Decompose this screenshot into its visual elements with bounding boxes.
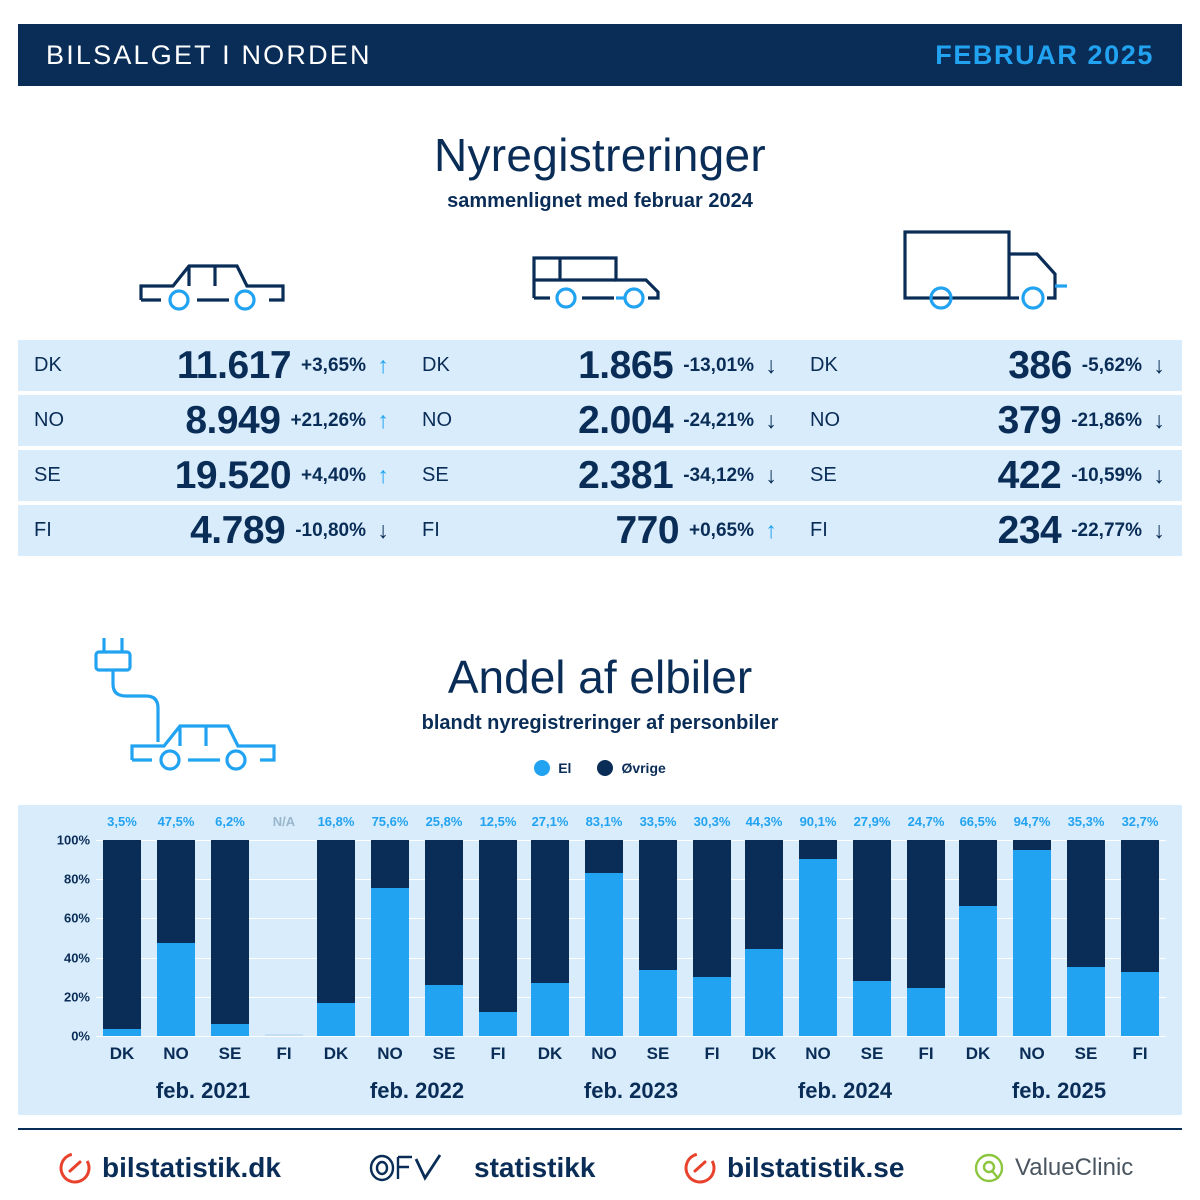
table-row	[18, 450, 406, 501]
bar-segment-el	[425, 985, 463, 1036]
footer-label-0: bilstatistik.dk	[102, 1152, 281, 1183]
bar-segment-el	[103, 1029, 141, 1036]
legend-swatch-ovrige	[597, 760, 613, 776]
car-icon	[18, 205, 408, 320]
footer-logos	[18, 1140, 1182, 1196]
x-axis-label: NO	[1019, 1044, 1045, 1063]
table-row	[794, 505, 1182, 556]
bar-segment-el	[745, 949, 783, 1036]
trend-down-icon: ↓	[1153, 517, 1165, 543]
bar-value-label: 33,5%	[639, 814, 677, 829]
bar-fi	[1121, 840, 1159, 1036]
bar-segment-el	[317, 1003, 355, 1036]
x-axis-label: DK	[751, 1044, 777, 1063]
plot-area	[96, 840, 1166, 1036]
country-code: NO	[422, 409, 452, 431]
bar-no	[799, 840, 837, 1036]
trend-up-icon: ↑	[377, 462, 389, 488]
bar-value-label: 30,3%	[693, 814, 731, 829]
change-percent: -10,59%	[1071, 464, 1142, 486]
bar-se	[211, 840, 249, 1036]
bar-segment-el	[371, 888, 409, 1036]
bar-se	[1067, 840, 1105, 1036]
legend-item-ovrige	[597, 760, 665, 776]
table-row	[406, 395, 794, 446]
bar-value-label: 27,9%	[853, 814, 891, 829]
registration-count: 4.789	[190, 508, 286, 552]
trend-up-icon: ↑	[377, 352, 389, 378]
x-axis-label: SE	[432, 1044, 456, 1063]
bar-segment-el	[639, 970, 677, 1036]
bar-dk	[531, 840, 569, 1036]
x-axis-label: SE	[218, 1044, 242, 1063]
bar-value-label: 27,1%	[531, 814, 569, 829]
trend-down-icon: ↓	[1153, 462, 1165, 488]
trend-down-icon: ↓	[377, 517, 389, 543]
bar-segment-el	[799, 859, 837, 1036]
bar-value-label: 94,7%	[1013, 814, 1051, 829]
registration-count: 19.520	[174, 453, 292, 497]
group-label: feb. 2024	[797, 1078, 893, 1103]
x-axis-label: DK	[537, 1044, 563, 1063]
trend-down-icon: ↓	[765, 352, 777, 378]
bar-se	[425, 840, 463, 1036]
y-axis-tick: 60%	[63, 910, 90, 926]
trend-down-icon: ↓	[1153, 352, 1165, 378]
bar-value-label: 75,6%	[371, 814, 409, 829]
registration-count: 422	[997, 453, 1062, 497]
section2-subtitle: blandt nyregistreringer af personbiler	[421, 712, 779, 734]
bar-segment-el	[959, 906, 997, 1036]
header-date: FEBRUAR 2025	[935, 39, 1154, 70]
bar-segment-el	[211, 1024, 249, 1036]
x-axis-label: SE	[646, 1044, 670, 1063]
bar-no	[157, 840, 195, 1036]
x-axis-label: FI	[490, 1044, 506, 1063]
country-code: DK	[810, 354, 838, 376]
bar-group	[738, 840, 952, 1036]
bar-segment-el	[693, 977, 731, 1036]
country-code: DK	[422, 354, 450, 376]
registration-count: 386	[1008, 343, 1072, 387]
bar-se	[639, 840, 677, 1036]
header-bar	[18, 24, 1182, 86]
table-row	[406, 340, 794, 391]
registration-count: 8.949	[185, 398, 281, 442]
bar-group	[96, 840, 310, 1036]
registration-count: 1.865	[578, 343, 674, 387]
bar-dk	[959, 840, 997, 1036]
change-percent: -24,21%	[683, 409, 754, 431]
x-axis-label: FI	[276, 1044, 292, 1063]
bar-segment-el	[531, 983, 569, 1036]
trend-down-icon: ↓	[765, 407, 777, 433]
bar-value-label: 90,1%	[799, 814, 837, 829]
x-axis-label: SE	[1074, 1044, 1098, 1063]
y-axis-tick: 20%	[63, 989, 90, 1005]
change-percent: +3,65%	[301, 354, 366, 376]
bar-value-label: 16,8%	[317, 814, 355, 829]
bar-value-label: 25,8%	[425, 814, 463, 829]
section1-title: Nyregistreringer	[433, 129, 766, 181]
bar-value-label: 24,7%	[907, 814, 945, 829]
data-column-cars	[18, 340, 406, 560]
legend-label-ovrige: Øvrige	[621, 760, 666, 776]
bar-segment-el	[157, 943, 195, 1036]
country-code: SE	[34, 464, 61, 486]
bar-value-label: 12,5%	[479, 814, 517, 829]
country-code: FI	[34, 519, 52, 541]
bar-value-label: 83,1%	[585, 814, 623, 829]
bar-segment-el	[853, 981, 891, 1036]
change-percent: -13,01%	[683, 354, 754, 376]
registration-count: 2.004	[578, 398, 674, 442]
change-percent: +21,26%	[290, 409, 366, 431]
country-code: NO	[34, 409, 64, 431]
bar-dk	[317, 840, 355, 1036]
bar-fi	[693, 840, 731, 1036]
change-percent: -5,62%	[1081, 354, 1142, 376]
x-axis-label: NO	[805, 1044, 831, 1063]
registration-count: 2.381	[578, 453, 674, 497]
bar-value-label: 6,2%	[215, 814, 245, 829]
table-row	[18, 395, 406, 446]
bar-no	[1013, 840, 1051, 1036]
bilstatistik-dk-logo[interactable]	[58, 1151, 281, 1185]
trend-up-icon: ↑	[377, 407, 389, 433]
y-axis-tick: 80%	[63, 871, 90, 887]
footer-divider	[18, 1128, 1182, 1130]
table-row	[18, 505, 406, 556]
trend-down-icon: ↓	[1153, 407, 1165, 433]
bar-segment-el	[585, 873, 623, 1036]
bar-se	[853, 840, 891, 1036]
trend-up-icon: ↑	[765, 517, 777, 543]
table-row	[794, 450, 1182, 501]
y-axis-tick: 0%	[71, 1028, 90, 1044]
group-label: feb. 2025	[1011, 1078, 1107, 1103]
x-axis-label: DK	[109, 1044, 135, 1063]
change-percent: -22,77%	[1071, 519, 1142, 541]
vehicle-icons-row	[0, 205, 1200, 320]
country-code: FI	[422, 519, 440, 541]
x-axis-label: NO	[377, 1044, 403, 1063]
bar-group	[952, 840, 1166, 1036]
footer-label-2: bilstatistik.se	[727, 1152, 905, 1183]
section1-subtitle: sammenlignet med februar 2024	[447, 190, 753, 212]
change-percent: -10,80%	[295, 519, 366, 541]
bar-value-label: 3,5%	[107, 814, 137, 829]
valueclinic-logo[interactable]	[973, 1152, 1133, 1184]
change-percent: +4,40%	[301, 464, 366, 486]
change-percent: +0,65%	[689, 519, 754, 541]
bar-segment-el	[479, 1012, 517, 1037]
bar-value-label: 35,3%	[1067, 814, 1105, 829]
bar-segment-el	[1121, 972, 1159, 1036]
change-percent: -21,86%	[1071, 409, 1142, 431]
chart-legend	[0, 760, 1200, 776]
table-row	[406, 450, 794, 501]
bar-segment-el	[1013, 850, 1051, 1036]
legend-label-el: El	[558, 760, 572, 776]
x-axis-label: NO	[163, 1044, 189, 1063]
registration-count: 11.617	[176, 343, 292, 387]
table-row	[794, 340, 1182, 391]
y-axis-tick: 40%	[63, 950, 90, 966]
section2-title: Andel af elbiler	[447, 651, 753, 703]
x-axis-label: DK	[965, 1044, 991, 1063]
country-code: NO	[810, 409, 840, 431]
page-title: BILSALGET I NORDEN	[46, 39, 372, 70]
x-axis-label: FI	[1132, 1044, 1148, 1063]
bar-fi	[265, 1034, 303, 1036]
truck-icon	[792, 205, 1182, 320]
bar-value-label: 32,7%	[1121, 814, 1159, 829]
footer-label-1: statistikk	[474, 1152, 596, 1183]
x-axis-label: SE	[860, 1044, 884, 1063]
bar-dk	[745, 840, 783, 1036]
bar-group	[310, 840, 524, 1036]
x-axis-label: FI	[704, 1044, 720, 1063]
bar-segment-el	[907, 988, 945, 1036]
trend-down-icon: ↓	[765, 462, 777, 488]
y-axis	[38, 832, 90, 1044]
bar-fi	[907, 840, 945, 1036]
bar-group	[524, 840, 738, 1036]
table-row	[406, 505, 794, 556]
x-axis-label: DK	[323, 1044, 349, 1063]
gridline	[96, 1036, 1166, 1037]
bar-fi	[479, 840, 517, 1036]
bar-value-label: 47,5%	[157, 814, 195, 829]
footer-label-3: ValueClinic	[1015, 1154, 1134, 1181]
country-code: SE	[810, 464, 837, 486]
legend-item-el	[534, 760, 571, 776]
change-percent: -34,12%	[683, 464, 754, 486]
bar-value-label: 44,3%	[745, 814, 783, 829]
bar-dk	[103, 840, 141, 1036]
table-row	[794, 395, 1182, 446]
bar-value-label: N/A	[272, 814, 296, 829]
x-axis-label: NO	[591, 1044, 617, 1063]
bar-value-label: 66,5%	[959, 814, 997, 829]
data-column-trucks	[794, 340, 1182, 560]
bar-no	[585, 840, 623, 1036]
bar-segment-el	[1067, 967, 1105, 1036]
group-label: feb. 2022	[369, 1078, 465, 1103]
table-row	[18, 340, 406, 391]
elbil-share-chart	[18, 805, 1182, 1115]
country-code: SE	[422, 464, 449, 486]
bar-no	[371, 840, 409, 1036]
registration-count: 770	[615, 508, 680, 552]
legend-swatch-el	[534, 760, 550, 776]
registration-count: 234	[997, 508, 1062, 552]
data-column-vans	[406, 340, 794, 560]
y-axis-tick: 100%	[56, 832, 90, 848]
country-code: DK	[34, 354, 62, 376]
x-axis-label: FI	[918, 1044, 934, 1063]
ofv-logo[interactable]	[368, 1151, 595, 1185]
registration-count: 379	[997, 398, 1062, 442]
bilstatistik-se-logo[interactable]	[683, 1151, 904, 1185]
van-icon	[405, 205, 795, 320]
country-code: FI	[810, 519, 828, 541]
group-label: feb. 2021	[155, 1078, 251, 1103]
group-label: feb. 2023	[583, 1078, 679, 1103]
